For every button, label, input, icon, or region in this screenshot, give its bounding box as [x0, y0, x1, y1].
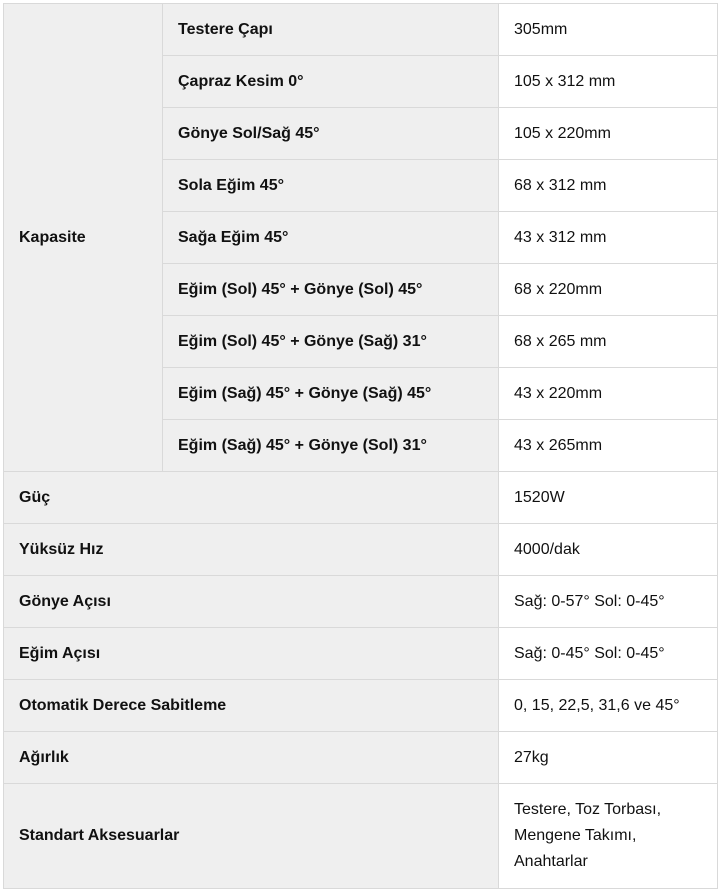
spec-value: 0, 15, 22,5, 31,6 ve 45° [499, 680, 718, 732]
spec-name: Eğim Açısı [4, 628, 499, 680]
spec-name: Güç [4, 472, 499, 524]
spec-value: 27kg [499, 732, 718, 784]
spec-value: 4000/dak [499, 524, 718, 576]
spec-value: 68 x 312 mm [499, 160, 718, 212]
spec-name: Testere Çapı [163, 4, 499, 56]
table-row [4, 732, 718, 784]
spec-name: Eğim (Sol) 45° + Gönye (Sağ) 31° [163, 316, 499, 368]
spec-name: Sağa Eğim 45° [163, 212, 499, 264]
spec-name: Eğim (Sol) 45° + Gönye (Sol) 45° [163, 264, 499, 316]
spec-value: 43 x 220mm [499, 368, 718, 420]
spec-value: Sağ: 0-45° Sol: 0-45° [499, 628, 718, 680]
spec-value: Sağ: 0-57° Sol: 0-45° [499, 576, 718, 628]
spec-name: Gönye Açısı [4, 576, 499, 628]
spec-name: Gönye Sol/Sağ 45° [163, 108, 499, 160]
spec-value: 105 x 220mm [499, 108, 718, 160]
spec-name: Eğim (Sağ) 45° + Gönye (Sağ) 45° [163, 368, 499, 420]
spec-value: 305mm [499, 4, 718, 56]
spec-name: Sola Eğim 45° [163, 160, 499, 212]
spec-name: Ağırlık [4, 732, 499, 784]
spec-name: Yüksüz Hız [4, 524, 499, 576]
spec-value: 1520W [499, 472, 718, 524]
table-row [4, 472, 718, 524]
spec-name: Standart Aksesuarlar [4, 784, 499, 889]
table-row [4, 680, 718, 732]
table-row [4, 784, 718, 889]
spec-name: Eğim (Sağ) 45° + Gönye (Sol) 31° [163, 420, 499, 472]
table-row [4, 576, 718, 628]
spec-value: 105 x 312 mm [499, 56, 718, 108]
table-row [4, 628, 718, 680]
spec-table [3, 3, 718, 889]
table-row [4, 4, 718, 56]
table-row [4, 524, 718, 576]
spec-name: Çapraz Kesim 0° [163, 56, 499, 108]
kapasite-label: Kapasite [4, 4, 163, 472]
spec-value: 68 x 220mm [499, 264, 718, 316]
spec-value: 43 x 265mm [499, 420, 718, 472]
spec-name: Otomatik Derece Sabitleme [4, 680, 499, 732]
spec-value: 43 x 312 mm [499, 212, 718, 264]
spec-value: 68 x 265 mm [499, 316, 718, 368]
spec-value: Testere, Toz Torbası, Mengene Takımı, Anahtarlar [499, 784, 718, 889]
